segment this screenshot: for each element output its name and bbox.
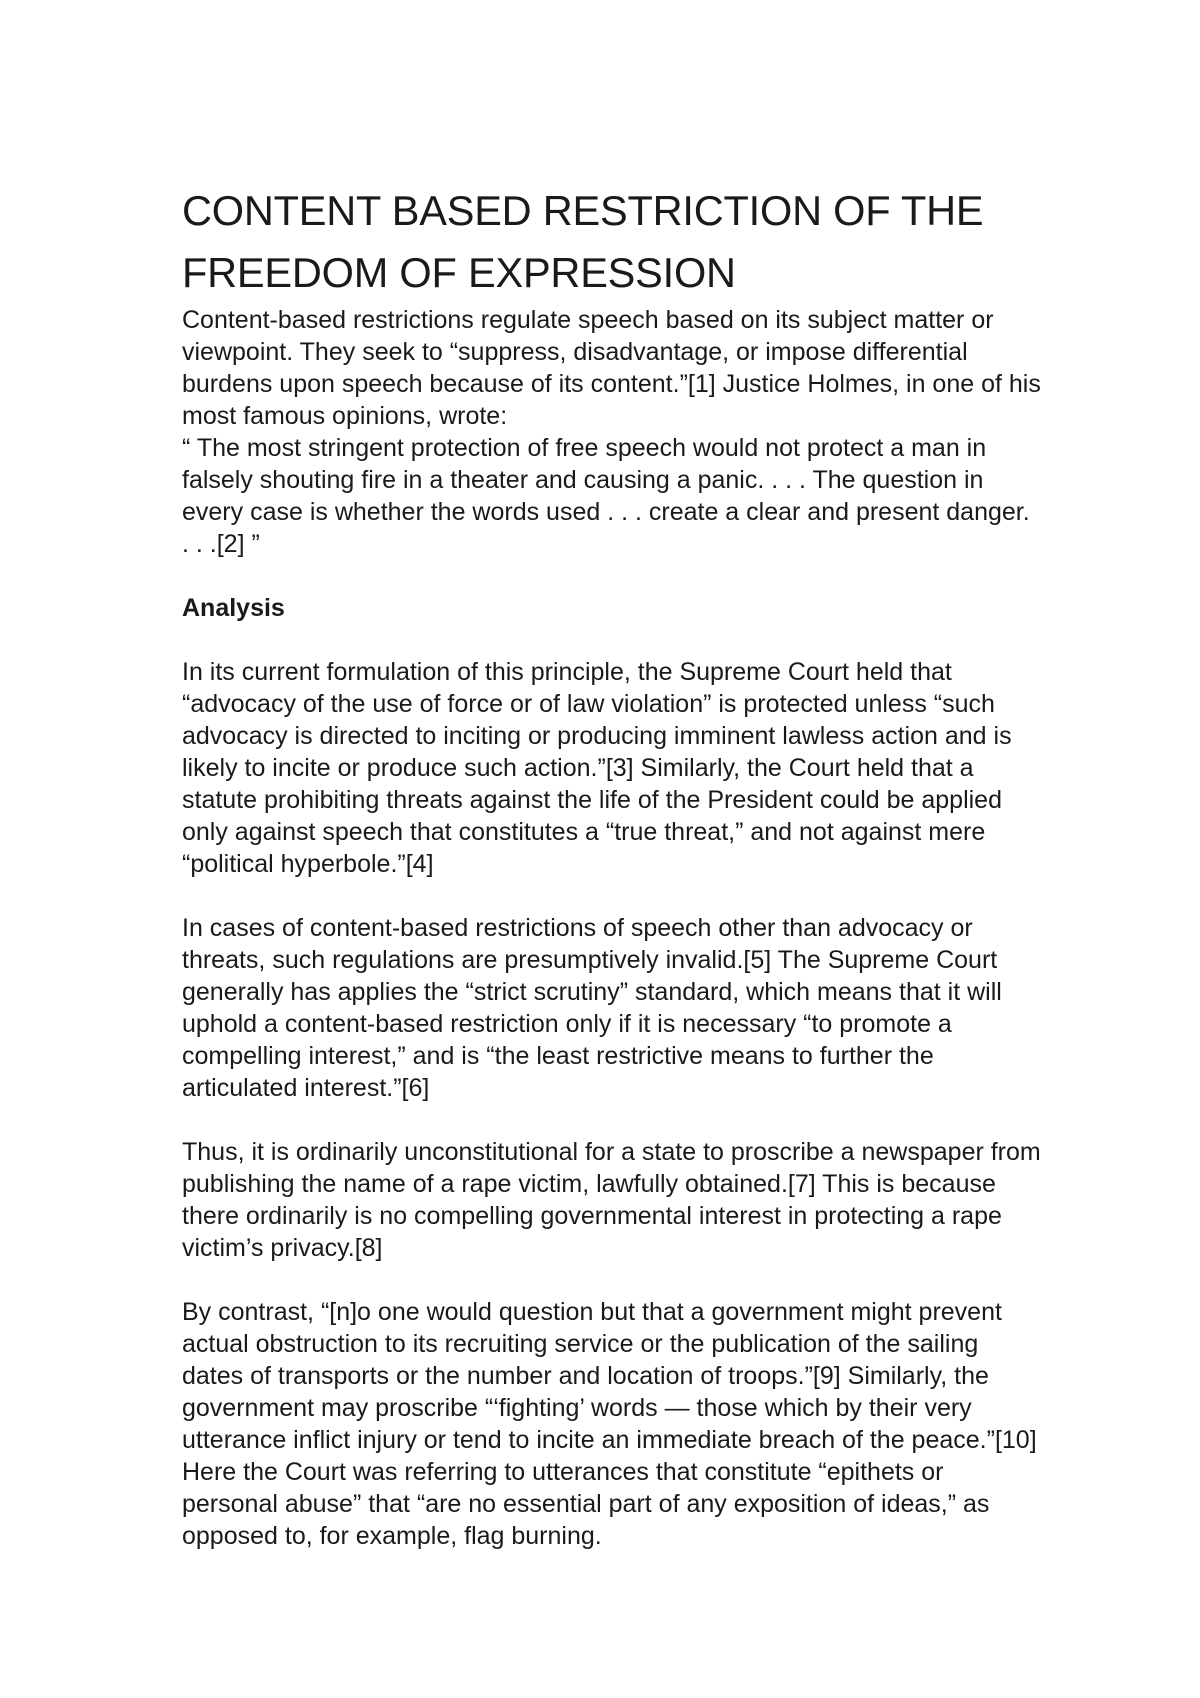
body-paragraph: In cases of content-based restrictions of speech other than advocacy or threats, such regulations are presumptively invalid.[5] The Supreme Court generally has applies the “strict scrutiny” standard, which means that it will uphold a content-based restriction only if it is necessary “to promote a compelling interest,” and is “the least restrictive means to further the articulated interest.”[6]: [182, 914, 1002, 1102]
document-body: [182, 180, 1042, 1552]
spacer: [182, 560, 1042, 592]
body-paragraph: Thus, it is ordinarily unconstitutional for a state to proscribe a newspaper from publishing the name of a rape victim, lawfully obtained.[7] This is because there ordinarily is no compelling governmental interest in protecting a rape victim’s privacy.[8]: [182, 1138, 1041, 1262]
spacer: [182, 1264, 1042, 1296]
section-heading-analysis: Analysis: [182, 594, 285, 622]
document-title: CONTENT BASED RESTRICTION OF THE FREEDOM OF EXPRESSION: [182, 187, 984, 296]
spacer: [182, 880, 1042, 912]
block-quote: “ The most stringent protection of free speech would not protect a man in falsely shouting fire in a theater and causing a panic. . . . The question in every case is whether the words used . . . create a clear and present danger. . . .[2] ”: [182, 434, 1030, 558]
body-paragraph: By contrast, “[n]o one would question but that a government might prevent actual obstruction to its recruiting service or the publication of the sailing dates of transports or the number and location of troops.”[9] Similarly, the government may proscribe “‘fighting’ words — those which by their very utterance inflict injury or tend to incite an immediate breach of the peace.”[10] Here the Court was referring to utterances that constitute “epithets or personal abuse” that “are no essential part of any exposition of ideas,” as opposed to, for example, flag burning.: [182, 1298, 1037, 1550]
intro-paragraph: Content-based restrictions regulate speech based on its subject matter or viewpoint. They seek to “suppress, disadvantage, or impose differential burdens upon speech because of its content.”[1] Justice Holmes, in one of his most famous opinions, wrote:: [182, 306, 1041, 430]
spacer: [182, 1104, 1042, 1136]
spacer: [182, 624, 1042, 656]
body-paragraph: In its current formulation of this principle, the Supreme Court held that “advocacy of the use of force or of law violation” is protected unless “such advocacy is directed to inciting or producing imminent lawless action and is likely to incite or produce such action.”[3] Similarly, the Court held that a statute prohibiting threats against the life of the President could be applied only against speech that constitutes a “true threat,” and not against mere “political hyperbole.”[4]: [182, 658, 1012, 878]
